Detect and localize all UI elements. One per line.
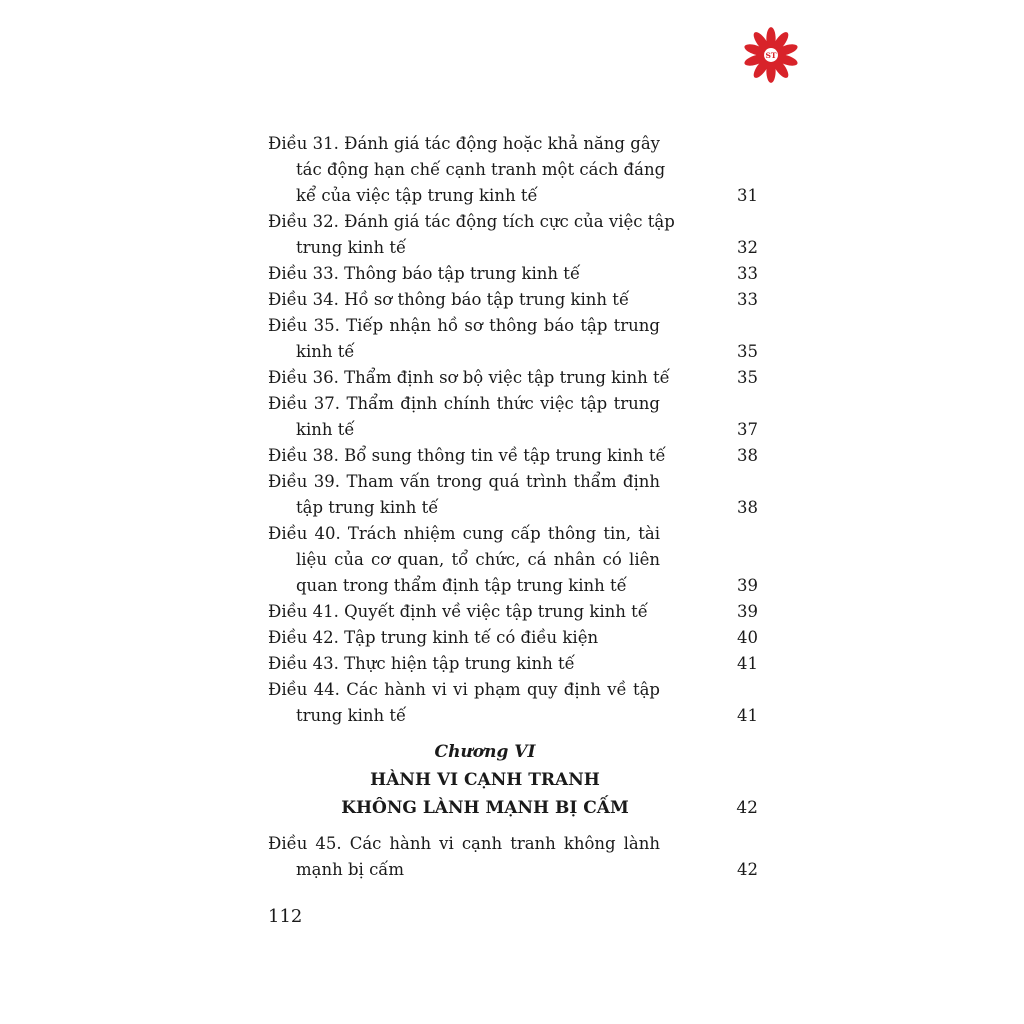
toc-entry	[268, 677, 760, 729]
toc-entry-line	[268, 677, 660, 703]
toc-entry	[268, 443, 760, 469]
chapter-title-line-2-text: KHÔNG LÀNH MẠNH BỊ CẤM	[341, 798, 629, 818]
toc-entry-line	[268, 443, 760, 469]
toc-entry-text: Điều 43. Thực hiện tập trung kinh tế	[268, 654, 575, 673]
toc-entry-line	[268, 391, 660, 417]
toc-entry-line	[268, 287, 760, 313]
toc-entry-text: Điều 44. Các hành vi vi phạm quy định về tập	[268, 680, 660, 699]
toc-entry-line	[268, 857, 760, 883]
toc-entry-text: Điều 37. Thẩm định chính thức việc tập trung	[268, 394, 660, 413]
toc-entry-line	[268, 495, 760, 521]
toc-entry-text: Điều 38. Bổ sung thông tin về tập trung kinh tế	[268, 446, 666, 465]
toc-entry-line	[268, 831, 660, 857]
toc-entries-after	[268, 831, 760, 883]
toc-entry-line	[268, 157, 666, 183]
toc-entry	[268, 469, 760, 521]
toc-page-number: 42	[737, 860, 758, 879]
toc-page-number: 37	[737, 420, 758, 439]
toc-entry	[268, 365, 760, 391]
toc-entry	[268, 625, 760, 651]
toc-page-number: 35	[737, 368, 758, 387]
toc-entry	[268, 521, 760, 599]
chapter-label: Chương VI	[434, 742, 536, 762]
toc-entry-line	[268, 625, 760, 651]
toc-entry-text: Điều 42. Tập trung kinh tế có điều kiện	[268, 628, 599, 647]
page-number: 112	[268, 906, 303, 927]
toc-entry	[268, 651, 760, 677]
toc-entry-line	[268, 313, 660, 339]
chapter-title-line-2	[268, 794, 758, 822]
toc-entry	[268, 131, 760, 209]
toc-entry-line	[268, 469, 660, 495]
toc-entry	[268, 831, 760, 883]
toc-page-number: 33	[737, 290, 758, 309]
toc-page-number: 41	[737, 706, 758, 725]
toc-entry-text: tập trung kinh tế	[296, 498, 439, 517]
toc-entry	[268, 391, 760, 443]
toc-entry	[268, 313, 760, 365]
toc-page-number: 35	[737, 342, 758, 361]
toc-page-number: 32	[737, 238, 758, 257]
toc-page-number: 38	[737, 498, 758, 517]
toc-entry-line	[268, 131, 660, 157]
toc-entry-text: mạnh bị cấm	[296, 860, 405, 879]
publisher-logo-icon	[742, 26, 800, 84]
toc-entry	[268, 599, 760, 625]
toc-entry-line	[268, 651, 760, 677]
toc-entry-line	[268, 365, 760, 391]
toc-entry-text: Điều 39. Tham vấn trong quá trình thẩm định	[268, 472, 660, 491]
toc-entry-line	[268, 703, 760, 729]
toc-entry-text: trung kinh tế	[296, 238, 407, 257]
toc-page-number: 38	[737, 446, 758, 465]
toc-entry-line	[268, 339, 760, 365]
toc-entry-text: quan trong thẩm định tập trung kinh tế	[296, 576, 627, 595]
chapter-heading	[268, 738, 758, 822]
toc-entry-text: Điều 35. Tiếp nhận hồ sơ thông báo tập trung	[268, 316, 660, 335]
toc-page-number: 39	[737, 576, 758, 595]
toc-entry-text: Điều 33. Thông báo tập trung kinh tế	[268, 264, 581, 283]
toc-page-number: 33	[737, 264, 758, 283]
chapter-title-line-1: HÀNH VI CẠNH TRANH	[370, 770, 600, 790]
toc-entry-text: tác động hạn chế cạnh tranh một cách đáng	[296, 160, 666, 179]
toc-entry-line	[268, 183, 760, 209]
toc-entry-text: Điều 32. Đánh giá tác động tích cực của việc tập	[268, 212, 675, 231]
toc-entry-line	[268, 209, 675, 235]
toc-entry-line	[268, 599, 760, 625]
chapter-page-number: 42	[736, 798, 758, 818]
svg-text:ST: ST	[765, 50, 777, 60]
toc-entry-text: kinh tế	[296, 342, 355, 361]
toc-entry-text: Điều 34. Hồ sơ thông báo tập trung kinh tế	[268, 290, 630, 309]
toc-entry	[268, 261, 760, 287]
toc-entry-line	[268, 547, 660, 573]
toc-entry-line	[268, 417, 760, 443]
toc-page-number: 40	[737, 628, 758, 647]
toc-entry-text: Điều 45. Các hành vi cạnh tranh không lành	[268, 834, 660, 853]
toc-entry-text: Điều 36. Thẩm định sơ bộ việc tập trung kinh tế	[268, 368, 670, 387]
table-of-contents	[268, 131, 760, 883]
toc-entry-line	[268, 521, 660, 547]
toc-entry-text: trung kinh tế	[296, 706, 407, 725]
toc-entry	[268, 287, 760, 313]
toc-entry-text: kinh tế	[296, 420, 355, 439]
toc-page-number: 31	[737, 186, 758, 205]
toc-page-number: 41	[737, 654, 758, 673]
toc-page-number: 39	[737, 602, 758, 621]
toc-entry-text: Điều 41. Quyết định về việc tập trung kinh tế	[268, 602, 648, 621]
toc-entry-text: liệu của cơ quan, tổ chức, cá nhân có liên	[296, 550, 660, 569]
toc-entry-line	[268, 573, 760, 599]
toc-entry-line	[268, 261, 760, 287]
toc-entries-before	[268, 131, 760, 729]
toc-entry-line	[268, 235, 760, 261]
toc-entry-text: Điều 31. Đánh giá tác động hoặc khả năng gây	[268, 134, 660, 153]
toc-entry	[268, 209, 760, 261]
toc-entry-text: kể của việc tập trung kinh tế	[296, 186, 538, 205]
toc-entry-text: Điều 40. Trách nhiệm cung cấp thông tin, tài	[268, 524, 660, 543]
